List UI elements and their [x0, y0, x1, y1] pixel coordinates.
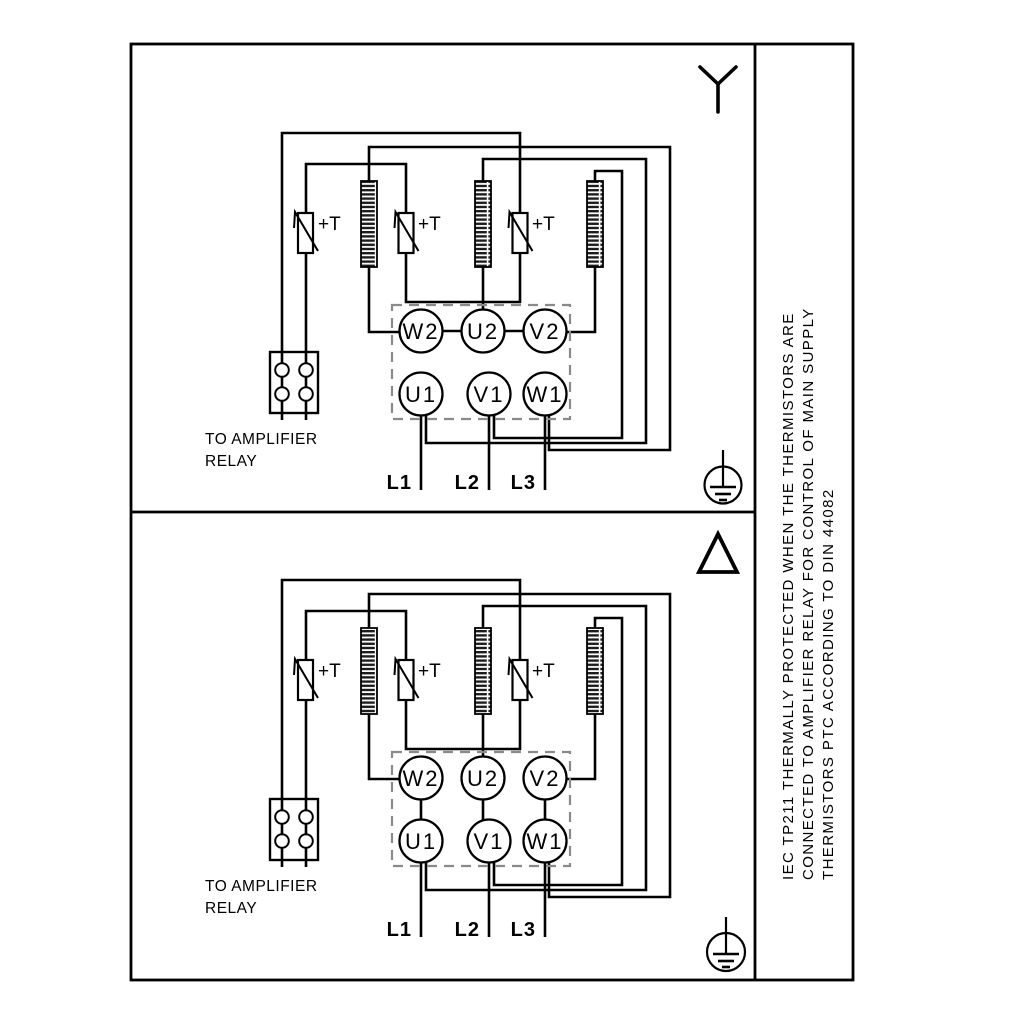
- wire-winding1-to-W2: [369, 267, 400, 332]
- supply-label-L3: L3: [510, 472, 536, 494]
- relay-note-line2: RELAY: [205, 900, 258, 917]
- terminal-label-V1: V1: [473, 382, 505, 407]
- wire-thermistor3-to-thermistor2: [406, 253, 520, 302]
- supply-labels: [387, 472, 536, 494]
- thermistor-1: [294, 659, 318, 700]
- motor-windings: [361, 181, 603, 267]
- relay-contact: [275, 810, 289, 824]
- relay-box-outline: [270, 352, 318, 413]
- delta-panel: [205, 534, 745, 971]
- thermistor-3: [509, 659, 533, 700]
- supply-label-L2: L2: [454, 919, 480, 941]
- terminal-label-V2: V2: [529, 766, 561, 791]
- relay-box-outline: [270, 799, 318, 860]
- thermistor-label: +T: [532, 661, 555, 682]
- terminal-label-U1: U1: [404, 382, 438, 407]
- wire-thermistor3-to-thermistor2: [406, 700, 520, 749]
- terminal-label-W2: W2: [402, 319, 440, 344]
- relay-contact: [299, 387, 313, 401]
- terminal-label-U2: U2: [466, 319, 500, 344]
- delta-connection-icon: [699, 534, 737, 572]
- terminal-label-W2: W2: [402, 766, 440, 791]
- supply-label-L1: L1: [386, 472, 412, 494]
- thermistor-2: [395, 212, 419, 253]
- terminal-labels: [403, 319, 564, 407]
- thermistor-1: [294, 212, 318, 253]
- ground-icon: [705, 450, 742, 504]
- relay-contact: [299, 363, 313, 377]
- supply-label-L3: L3: [510, 919, 536, 941]
- thermistor-2: [395, 659, 419, 700]
- wire-winding3-to-V2: [567, 267, 595, 332]
- winding-coil-2: [475, 628, 491, 714]
- relay-note-line1: TO AMPLIFIER: [205, 431, 318, 448]
- winding-coil-3: [587, 181, 603, 267]
- wire-winding3-to-V2: [567, 714, 595, 779]
- motor-windings: [361, 628, 603, 714]
- supply-label-L1: L1: [386, 919, 412, 941]
- winding-coil-1: [361, 181, 377, 267]
- terminal-label-W1: W1: [526, 829, 564, 854]
- side-note-line-1: IEC TP211 THERMALLY PROTECTED WHEN THE THERMISTORS ARE: [780, 312, 797, 880]
- terminal-label-W1: W1: [526, 382, 564, 407]
- side-note-line-2: CONNECTED TO AMPLIFIER RELAY FOR CONTROL OF MAIN SUPPLY: [800, 307, 817, 880]
- relay-contact: [299, 810, 313, 824]
- terminal-label-U1: U1: [404, 829, 438, 854]
- delta-jumpers: [421, 800, 545, 820]
- amplifier-relay-box: [270, 352, 318, 413]
- supply-label-L2: L2: [454, 472, 480, 494]
- thermistor-label: +T: [418, 661, 441, 682]
- ground-icon: [707, 917, 745, 971]
- terminal-label-V2: V2: [529, 319, 561, 344]
- terminal-label-U2: U2: [466, 766, 500, 791]
- relay-note-line1: TO AMPLIFIER: [205, 878, 318, 895]
- winding-coil-3: [587, 628, 603, 714]
- thermistor-label: +T: [532, 214, 555, 235]
- relay-contact: [275, 363, 289, 377]
- wire-thermistor2-to-thermistor1: [306, 611, 406, 660]
- thermistor-label: +T: [418, 214, 441, 235]
- winding-coil-2: [475, 181, 491, 267]
- supply-labels: [387, 919, 536, 941]
- relay-contact: [275, 387, 289, 401]
- amplifier-relay-box: [270, 799, 318, 860]
- side-note-column: [780, 307, 837, 880]
- wire-winding1-to-W2: [369, 714, 400, 779]
- thermistor-3: [509, 212, 533, 253]
- side-note-line-3: THERMISTORS PTC ACCORDING TO DIN 44082: [820, 488, 837, 880]
- thermistor-label: +T: [318, 661, 341, 682]
- terminal-label-V1: V1: [473, 829, 505, 854]
- winding-coil-1: [361, 628, 377, 714]
- relay-note-line2: RELAY: [205, 453, 258, 470]
- star-connection-icon: [700, 67, 736, 112]
- thermistor-label: +T: [318, 214, 341, 235]
- star-panel: [205, 67, 742, 504]
- relay-contact: [299, 834, 313, 848]
- relay-contact: [275, 834, 289, 848]
- wire-thermistor2-to-thermistor1: [306, 164, 406, 213]
